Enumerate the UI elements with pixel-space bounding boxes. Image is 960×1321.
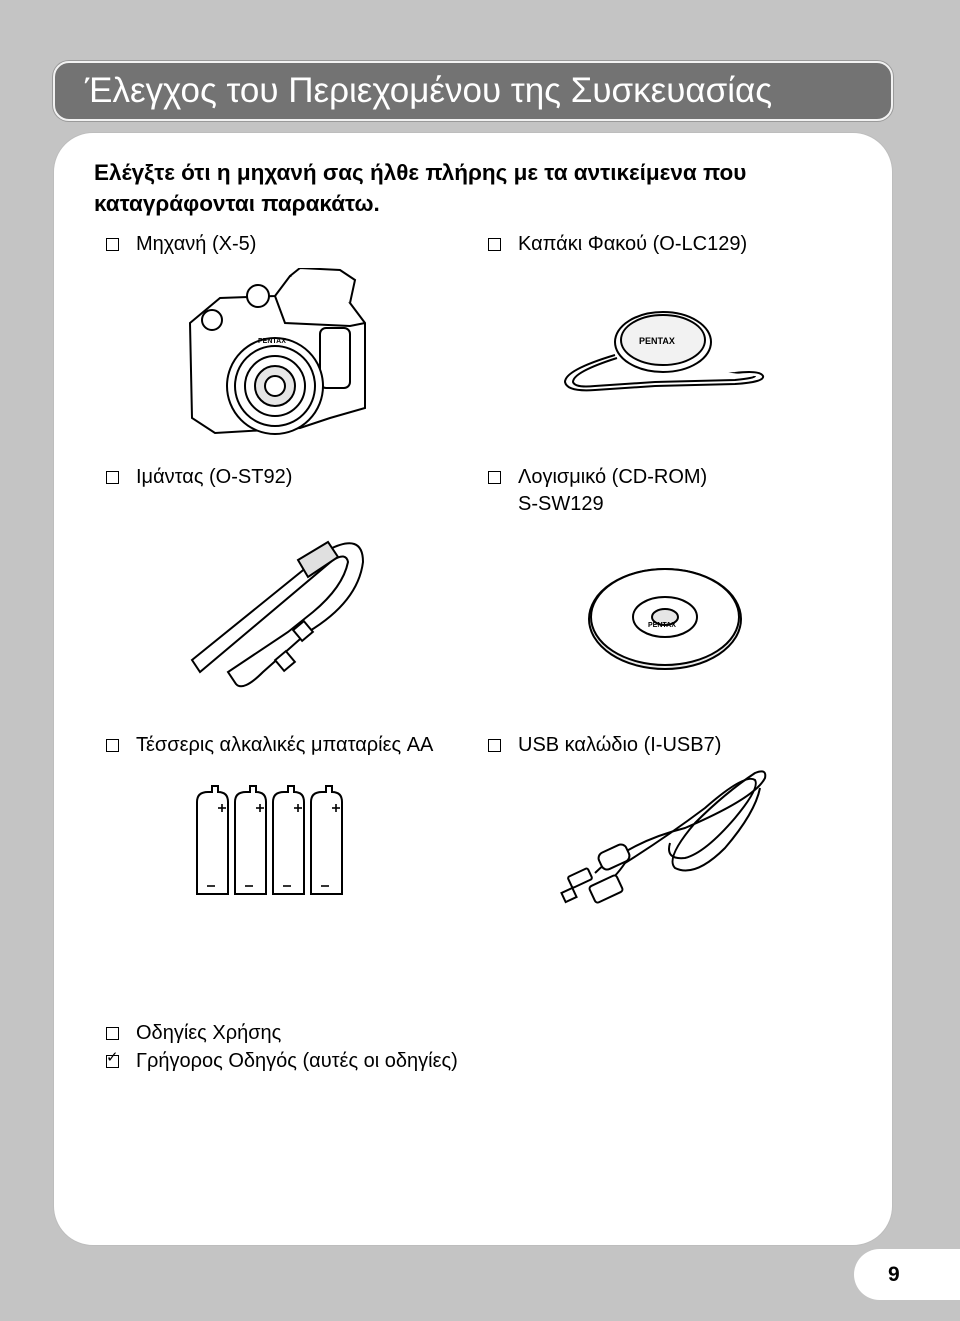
lens-cap-illustration (555, 300, 775, 410)
checkbox (106, 238, 119, 251)
cd-rom-illustration (585, 567, 745, 677)
checkbox (106, 471, 119, 484)
item-label: Ιμάντας (O-ST92) (136, 466, 293, 488)
cd-brand-mark: PENTAX (648, 622, 676, 629)
item-label: Μηχανή (X-5) (136, 233, 257, 255)
item-label: Λογισμικό (CD-ROM) (518, 466, 708, 488)
checkbox (106, 739, 119, 752)
camera-brand-mark: PENTAX (258, 338, 286, 345)
item-label: Τέσσερις αλκαλικές μπαταρίες AA (136, 734, 434, 756)
item-label: Καπάκι Φακού (O-LC129) (518, 233, 748, 255)
checkbox (106, 1027, 119, 1040)
usb-cable-illustration (555, 768, 775, 918)
check-icon: ✓ (106, 1049, 119, 1066)
page-number-tab (854, 1249, 960, 1300)
checkbox (488, 471, 501, 484)
lens-cap-brand-mark: PENTAX (639, 336, 675, 346)
item-label: Οδηγίες Χρήσης (136, 1022, 282, 1044)
camera-illustration (180, 268, 380, 448)
item-label: Γρήγορος Οδηγός (αυτές οι οδηγίες) (136, 1050, 458, 1072)
checkbox-checked (106, 1049, 119, 1068)
strap-illustration (188, 532, 383, 702)
item-label-line2: S-SW129 (518, 493, 604, 515)
checkbox (488, 238, 501, 251)
intro-text: Ελέγξτε ότι η μηχανή σας ήλθε πλήρης με τα αντικείμενα που καταγράφονται παρακάτω. (94, 160, 747, 216)
item-label: USB καλώδιο (I-USB7) (518, 734, 722, 756)
page-title-bar (53, 61, 893, 121)
batteries-illustration (192, 782, 352, 900)
checkbox (488, 739, 501, 752)
page-title: Έλεγχος του Περιεχομένου της Συσκευασίας (85, 71, 773, 110)
page-number: 9 (888, 1263, 900, 1286)
